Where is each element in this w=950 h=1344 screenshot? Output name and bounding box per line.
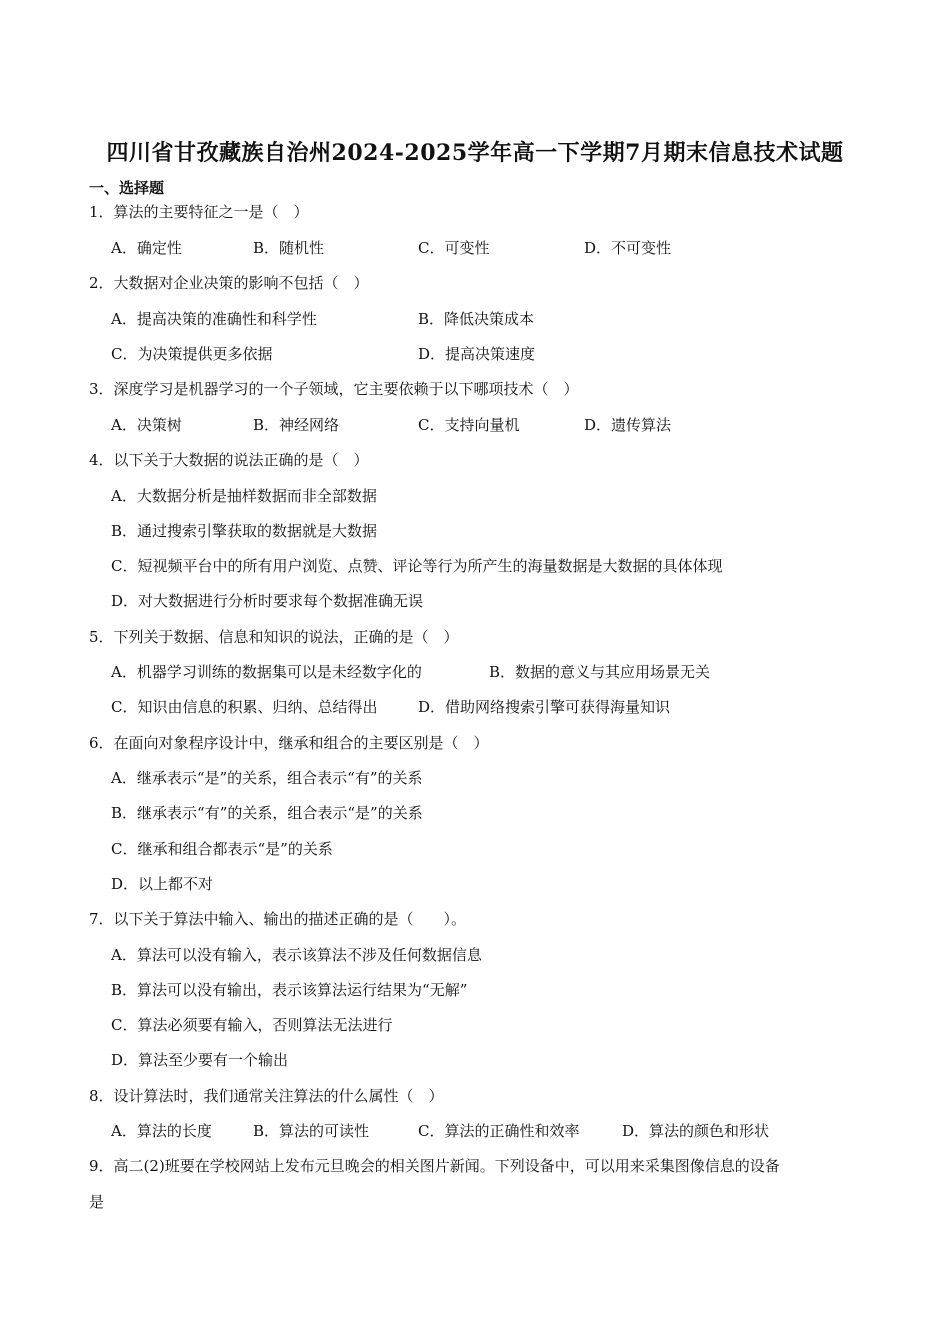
option-c: C．支持向量机 — [418, 416, 520, 434]
option-b: B．神经网络 — [253, 416, 340, 434]
option-d: D．算法至少要有一个输出 — [111, 1051, 289, 1069]
option-c: C．短视频平台中的所有用户浏览、点赞、评论等行为所产生的海量数据是大数据的具体体现 — [111, 557, 723, 575]
option-a: A．算法的长度 — [111, 1122, 212, 1140]
question-stem: 9．高二(2)班要在学校网站上发布元旦晚会的相关图片新闻。下列设备中，可以用来采集图像信息的设备 — [89, 1157, 780, 1175]
option-c: C．继承和组合都表示“是”的关系 — [111, 840, 333, 858]
page-title: 四川省甘孜藏族自治州2024-2025学年高一下学期7月期末信息技术试题 — [106, 140, 844, 166]
question-stem: 2．大数据对企业决策的影响不包括（ ） — [89, 274, 369, 292]
question-stem: 8．设计算法时，我们通常关注算法的什么属性（ ） — [89, 1087, 444, 1105]
option-b: B．通过搜索引擎获取的数据就是大数据 — [111, 522, 378, 540]
question-stem: 4．以下关于大数据的说法正确的是（ ） — [89, 451, 369, 469]
question-stem: 1．算法的主要特征之一是（ ） — [89, 203, 309, 221]
option-b: B．数据的意义与其应用场景无关 — [489, 663, 711, 681]
option-a: A．机器学习训练的数据集可以是未经数字化的 — [111, 663, 422, 681]
question-stem: 3．深度学习是机器学习的一个子领域，它主要依赖于以下哪项技术（ ） — [89, 380, 579, 398]
option-d: D．遗传算法 — [584, 416, 672, 434]
option-b: B．继承表示“有”的关系，组合表示“是”的关系 — [111, 804, 423, 822]
question-stem-continuation: 是 — [89, 1193, 105, 1211]
option-c: C．为决策提供更多依据 — [111, 345, 273, 363]
option-b: B．随机性 — [253, 239, 325, 257]
option-c: C．可变性 — [418, 239, 490, 257]
option-b: B．算法可以没有输出，表示该算法运行结果为“无解” — [111, 981, 468, 999]
question-stem: 7．以下关于算法中输入、输出的描述正确的是（ ）。 — [89, 910, 467, 928]
question-stem: 6．在面向对象程序设计中，继承和组合的主要区别是（ ） — [89, 734, 489, 752]
option-d: D．不可变性 — [584, 239, 672, 257]
option-a: A．算法可以没有输入，表示该算法不涉及任何数据信息 — [111, 946, 482, 964]
option-a: A．继承表示“是”的关系，组合表示“有”的关系 — [111, 769, 423, 787]
option-d: D．借助网络搜索引擎可获得海量知识 — [418, 698, 671, 716]
option-d: D．对大数据进行分析时要求每个数据准确无误 — [111, 592, 424, 610]
option-b: B．降低决策成本 — [418, 310, 535, 328]
option-a: A．大数据分析是抽样数据而非全部数据 — [111, 487, 377, 505]
question-stem: 5．下列关于数据、信息和知识的说法，正确的是（ ） — [89, 628, 459, 646]
option-b: B．算法的可读性 — [253, 1122, 370, 1140]
option-a: A．提高决策的准确性和科学性 — [111, 310, 317, 328]
option-c: C．算法的正确性和效率 — [418, 1122, 580, 1140]
option-d: D．以上都不对 — [111, 875, 214, 893]
section-heading: 一、选择题 — [89, 179, 165, 197]
option-c: C．知识由信息的积累、归纳、总结得出 — [111, 698, 378, 716]
option-d: D．提高决策速度 — [418, 345, 536, 363]
option-c: C．算法必须要有输入，否则算法无法进行 — [111, 1016, 393, 1034]
option-a: A．决策树 — [111, 416, 182, 434]
option-d: D．算法的颜色和形状 — [622, 1122, 770, 1140]
option-a: A．确定性 — [111, 239, 182, 257]
